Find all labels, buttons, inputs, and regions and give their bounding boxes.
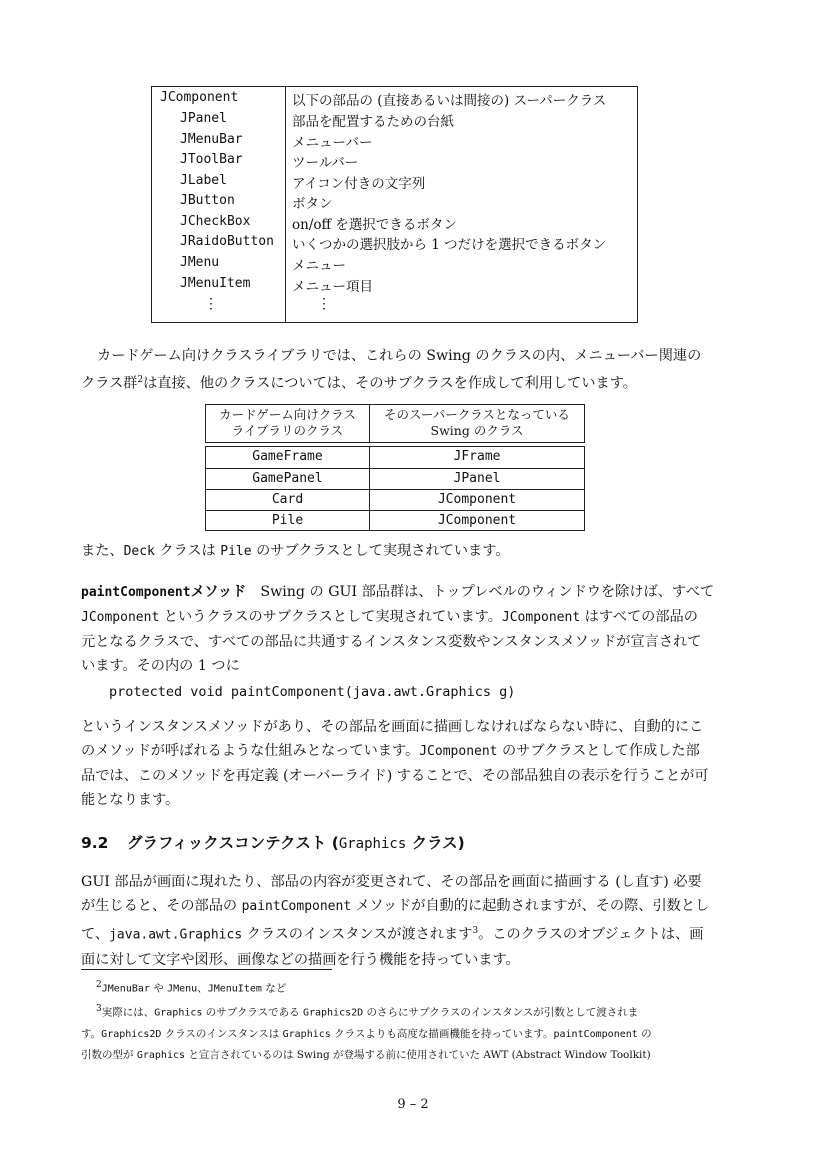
table-row: Pile JComponent (206, 510, 584, 532)
swing-class-table (151, 86, 638, 323)
class-name: JCheckBox (180, 214, 251, 229)
text-line: 面に対して文字や図形、画像などの描画を行う機能を持っています。 (81, 951, 520, 968)
class-name: JLabel (180, 173, 227, 188)
header-swing-class: そのスーパークラスとなっている Swing のクラス (384, 407, 570, 438)
footnote-rule (81, 969, 332, 970)
class-name: JComponent (160, 90, 239, 105)
table-row (152, 151, 637, 171)
class-name: JPanel (180, 111, 227, 126)
text-line: のメソッドが呼ばれるような仕組みとなっています。JComponent のサブクラスとして作成した部 (81, 743, 700, 759)
class-name: JButton (180, 193, 235, 208)
ellipsis-right: ⋮ (317, 296, 331, 312)
text-line: $^3$実際には、Graphics のサブクラスである Graphics2D のさらにサブクラスのインスタンスが引数として渡されま (96, 1004, 639, 1019)
table-row (152, 131, 637, 151)
text-line: す。Graphics2D クラスのインスタンスは Graphics クラスよりも高度な描画機能を持っています。paintComponent の (81, 1027, 652, 1040)
class-description: on/off を選択できるボタン (292, 217, 457, 233)
class-description: メニュー項目 (292, 279, 373, 295)
class-description: ボタン (292, 196, 333, 212)
class-description: 部品を配置するための台紙 (292, 114, 454, 130)
paragraph-deck: また、Deck クラスは Pile のサブクラスとして実現されています。 (81, 543, 510, 559)
text-line: というインスタンスメソッドがあり、その部品を画面に描画しなければならない時に、自動的にこ (81, 719, 704, 735)
class-name: JMenu (180, 255, 220, 270)
table-row: GamePanel JPanel (206, 468, 584, 490)
class-name: JToolBar (180, 152, 243, 167)
class-description: 以下の部品の (直接あるいは間接の) スーパークラス (292, 93, 607, 109)
footnote-ref: 3 (472, 926, 479, 936)
class-name: JRaidoButton (180, 234, 274, 249)
text-line: 元となるクラスで、すべての部品に共通するインスタンス変数やンスタンスメソッドが宣言されて (81, 634, 702, 650)
footnote-ref: 2 (137, 375, 144, 385)
class-description: いくつかの選択肢から 1 つだけを選択できるボタン (292, 237, 607, 253)
library-table-header (205, 404, 585, 443)
library-table-body (205, 446, 585, 531)
class-description: アイコン付きの文字列 (292, 176, 426, 192)
ellipsis-left: ⋮ (204, 296, 218, 312)
paragraph-paintcomponent (81, 580, 745, 678)
header-library-class: カードゲーム向けクラス ライブラリのクラス (219, 407, 356, 438)
table-row (152, 254, 637, 274)
table-row (152, 89, 637, 109)
table-row (152, 172, 637, 192)
text-line: GUI 部品が画面に現れたり、部品の内容が変更されて、その部品を画面に描画する (し直す) 必要 (81, 874, 702, 890)
class-description: メニューバー (292, 135, 373, 151)
text-line: が生じると、その部品の paintComponent メソッドが自動的に起動されますが、その際、引数とし (81, 898, 710, 914)
page-number: 9 – 2 (397, 1097, 429, 1112)
paragraph-override (81, 715, 745, 812)
text-line: います。その内の 1 つに (81, 658, 240, 674)
table-row: GameFrame JFrame (252, 449, 501, 464)
text-line: クラス群$^2$は直接、他のクラスについては、そのサブクラスを作成して利用しています。 (81, 375, 637, 392)
paragraph-graphics (81, 870, 745, 972)
section-heading: 9.2 グラフィックスコンテクスト (Graphics クラス) (81, 834, 465, 852)
text-line: カードゲーム向けクラスライブラリでは、これらの Swing のクラスの内、メニューバー関連の (97, 348, 702, 364)
text-line: paintComponentメソッド Swing の GUI 部品群は、トップレベルのウィンドウを除けば、すべて (81, 584, 715, 600)
text-line: 引数の型が Graphics と宣言されているのは Swing が登場する前に使用されていた AWT (Abstract Window Toolkit) (81, 1048, 651, 1061)
text-line: て、java.awt.Graphics クラスのインスタンスが渡されます$^3$。このクラスのオブジェクトは、画 (81, 926, 704, 943)
class-name: JMenuBar (180, 132, 243, 147)
table-row (152, 192, 637, 212)
table-row (152, 213, 637, 233)
paragraph-library (81, 344, 745, 396)
text-line: 品では、このメソッドを再定義 (オーバーライド) することで、その部品独自の表示を行うことが可 (81, 768, 709, 784)
class-name: JMenuItem (180, 276, 251, 291)
table-row (152, 110, 637, 130)
footnote-3 (81, 999, 745, 1066)
class-description: ツールバー (292, 155, 359, 171)
class-description: メニュー (292, 258, 346, 274)
text-line: 能となります。 (81, 792, 180, 808)
table-row: Card JComponent (206, 489, 584, 511)
table-row (152, 233, 637, 253)
text-line: JComponent というクラスのサブクラスとして実現されています。JComponent はすべての部品の (81, 609, 698, 625)
table-row (152, 275, 637, 295)
footnote-2: $^2$JMenuBar や JMenu、JMenuItem など (96, 980, 287, 995)
code-line: protected void paintComponent(java.awt.Graphics g) (109, 684, 516, 700)
